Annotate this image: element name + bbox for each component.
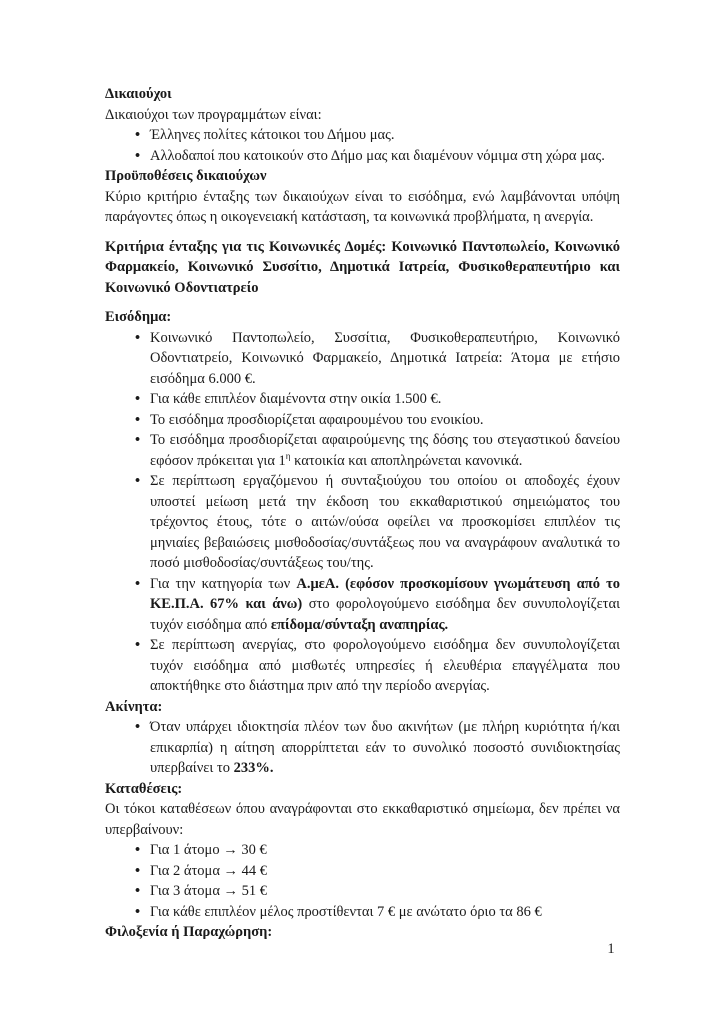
text-run: η [285,450,291,461]
bullet-marker: • [135,883,141,899]
section-heading: Ακίνητα: [105,698,163,715]
bullet-item [105,328,620,390]
bullet-text [150,432,620,469]
text-run: Αλλοδαποί που κατοικούν στο Δήμο μας και διαμένουν νόμιμα στη χώρα μας. [150,147,605,164]
spacer [105,298,620,307]
bullet-text [150,719,620,776]
bullet-text [150,127,394,143]
text-run: κατοικία και αποπληρώνεται κανονικά. [290,452,523,469]
paragraph [105,237,620,299]
bullet-marker: • [135,432,141,448]
text-run: Για την κατηγορία των [150,575,297,592]
section-heading: Προϋποθέσεις δικαιούχων [105,168,267,184]
section-heading: Καταθέσεις: [105,780,183,797]
text-run: Σε περίπτωση εργαζόμενου ή συνταξιούχου του οποίου οι αποδοχές έχουν υποστεί μείωση μετά την έκδοση του εκκαθαριστικού σημειώματος του τρέχοντος έτους, τότε ο αιτών/ούσα οφείλει να προσκομίσει επιπλέον τις μηνιαίες βεβαιώσεις μισθοδοσίας/συντάξεως που να αναγράφουν αναλυτικά το ποσό μισθοδοσίας/συντάξεως του/της. [150,473,620,571]
bullet-item [105,840,620,861]
bullet-item [105,902,620,923]
text-run: Για 3 άτομα → 51 € [150,883,268,899]
bullet-marker: • [135,719,141,735]
text-run: Δικαιούχοι των προγραμμάτων είναι: [105,106,322,123]
text-run: Οι τόκοι καταθέσεων όπου αναγράφονται στο εκκαθαριστικό σημείωμα, δεν πρέπει να υπερβαίνουν: [105,801,620,838]
bullet-item [105,389,620,410]
bullet-item [105,881,620,902]
bullet-text [150,330,620,387]
bullet-text [150,883,267,899]
bullet-text [150,412,484,428]
section-heading: Εισόδημα: [105,309,172,325]
bullet-marker: • [135,862,141,879]
text-run: Για κάθε επιπλέον μέλος προστίθενται 7 € με ανώτατο όριο τα 86 € [150,903,542,920]
text-run: Για κάθε επιπλέον διαμένοντα στην οικία 1.500 €. [150,391,442,407]
bullet-item [105,146,620,167]
bullet-marker: • [135,147,141,164]
bullet-text [150,391,441,407]
section-heading: Φιλοξενία ή Παραχώρηση: [105,924,273,940]
bullet-text [150,576,620,633]
bullet-item [105,574,620,636]
paragraph [105,105,620,126]
bullet-text [150,842,267,858]
bullet-marker: • [135,391,141,407]
bullet-marker: • [135,411,141,428]
text-run: Όταν υπάρχει ιδιοκτησία πλέον των δυο ακινήτων (με πλήρη κυριότητα ή/και επικαρπία) η αίτηση απορρίπτεται εάν το συνολικό ποσοστό συνιδιοκτησίας υπερβαίνει το [150,719,620,776]
text-run: Για 2 άτομα → 44 € [150,862,268,879]
bullet-text [150,904,542,920]
paragraph [105,187,620,228]
text-run: Κριτήρια ένταξης για τις Κοινωνικές Δομές: Κοινωνικό Παντοπωλείο, Κοινωνικό Φαρμακείο, Κοινωνικό Συσσίτιο, Δημοτικά Ιατρεία, Φυσικοθεραπευτήριο και Κοινωνικό Οδοντιατρείο [105,238,620,296]
bullet-item [105,125,620,146]
text-run: Α.μεΑ. (εφόσον προσκομίσουν γνωμάτευση από το ΚΕ.Π.Α. 67% και άνω) [150,575,621,612]
text-run: Κύριο κριτήριο ένταξης των δικαιούχων είναι το εισόδημα, ενώ λαμβάνονται υπόψη παράγοντες όπως η οικογενειακή κατάσταση, τα κοινωνικά προβλήματα, η ανεργία. [105,188,620,225]
text-run: Για 1 άτομο → 30 € [150,842,267,858]
bullet-item [105,717,620,779]
bullet-item [105,471,620,574]
text-run: Το εισόδημα προσδιορίζεται αφαιρουμένου του ενοικίου. [150,411,484,428]
document-content [105,84,620,943]
text-run: Το εισόδημα προσδιορίζεται αφαιρούμενης της δόσης του στεγαστικού δανείου εφόσον πρόκειται για 1 [150,432,620,469]
bullet-text [150,637,620,694]
bullet-item [105,861,620,882]
bullet-marker: • [135,903,141,920]
text-run: επίδομα/σύνταξη αναπηρίας. [270,616,449,633]
bullet-text [150,863,267,879]
bullet-item [105,430,620,471]
text-run: Σε περίπτωση ανεργίας, στο φορολογούμενο εισόδημα δεν συνυπολογίζεται τυχόν εισόδημα από μισθωτές υπηρεσίες ή ελευθέρια επαγγέλματα που αποκτήθηκε στο διάστημα πριν από την περίοδο ανεργίας. [150,637,620,694]
bullet-item [105,410,620,431]
bullet-marker: • [135,127,141,143]
text-run: 233%. [233,760,274,776]
paragraph [105,799,620,840]
bullet-marker: • [135,473,141,489]
bullet-marker: • [135,329,141,346]
text-run: στο φορολογούμενο εισόδημα δεν συνυπολογίζεται τυχόν εισόδημα από [150,596,620,633]
text-run: Έλληνες πολίτες κάτοικοι του Δήμου μας. [150,127,395,143]
page-number: 1 [607,941,615,957]
text-run: Κοινωνικό Παντοπωλείο, Συσσίτια, Φυσικοθεραπευτήριο, Κοινωνικό Οδοντιατρείο, Κοινωνικό Φαρμακείο, Δημοτικά Ιατρεία: Άτομα με ετήσιο εισόδημα 6.000 €. [150,329,620,387]
bullet-text [150,148,605,164]
bullet-text [150,473,620,571]
spacer [105,228,620,237]
bullet-marker: • [135,842,141,858]
section-heading: Δικαιούχοι [105,86,172,102]
bullet-marker: • [135,637,141,653]
bullet-item [105,635,620,697]
bullet-marker: • [135,575,141,592]
